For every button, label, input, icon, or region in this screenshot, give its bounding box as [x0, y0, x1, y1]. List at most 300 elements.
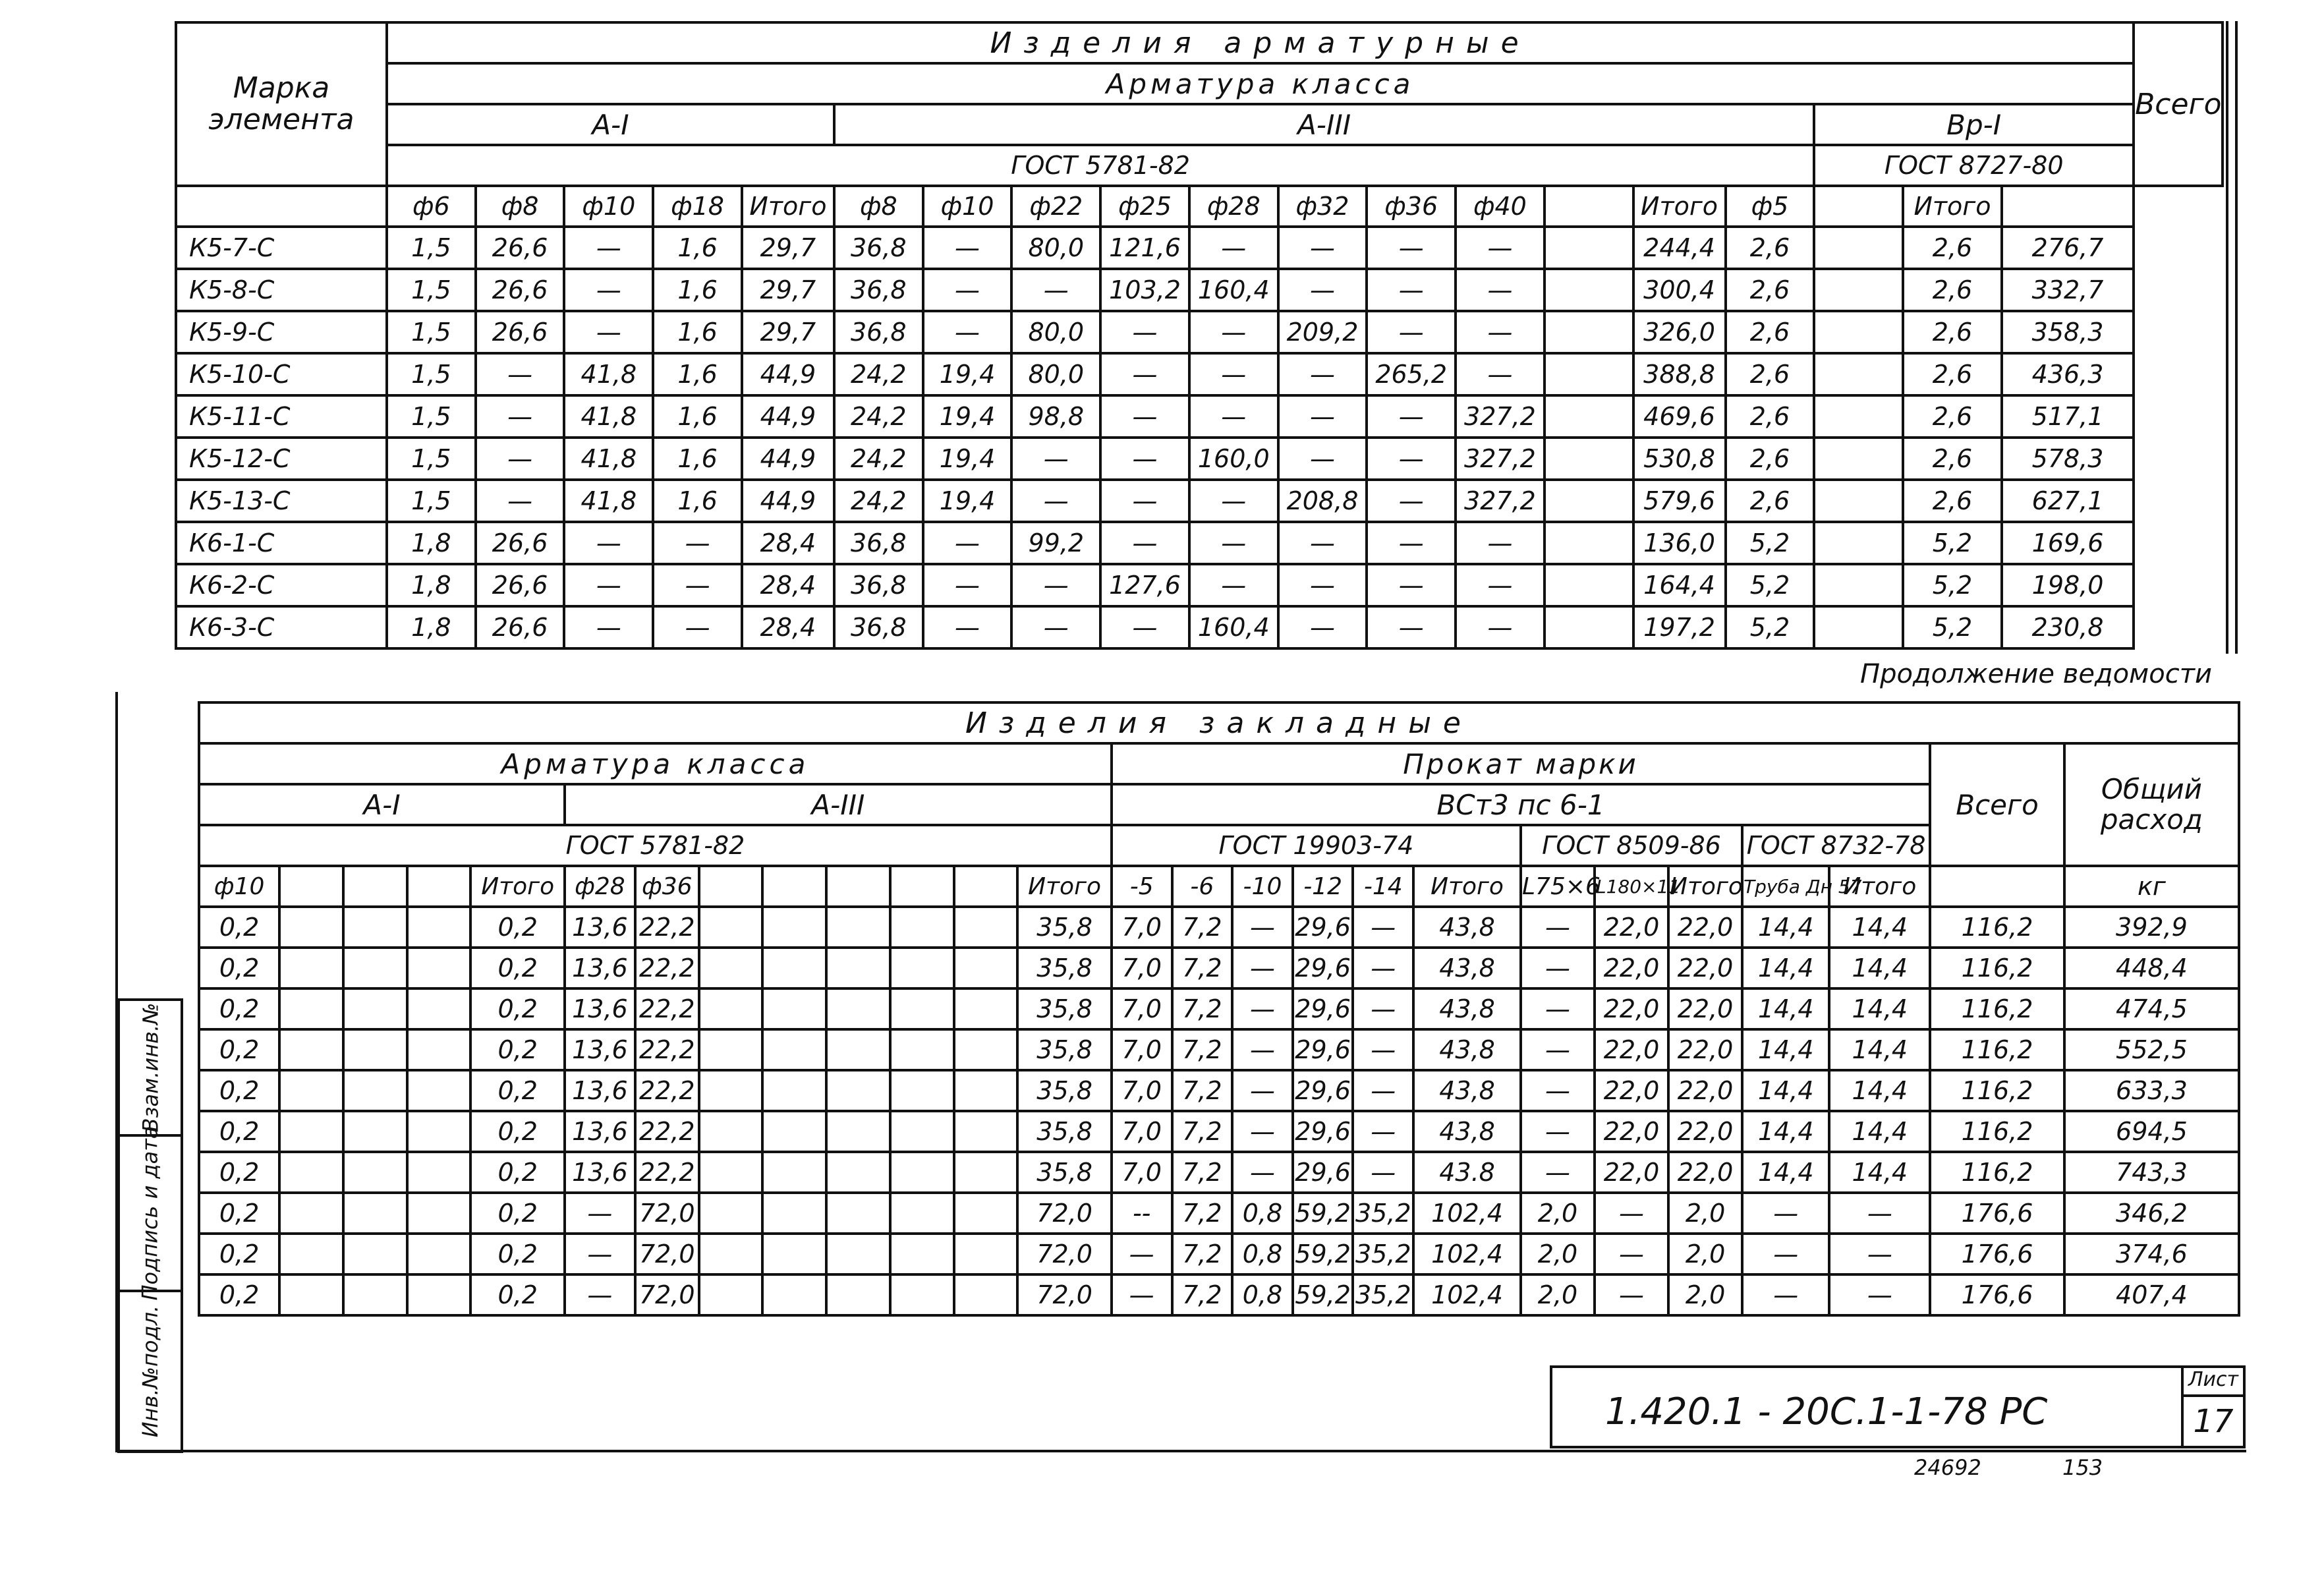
embedded-column-header: Труба Дн 57 [1742, 866, 1829, 907]
reinforcement-cell [1814, 353, 1903, 395]
reinforcement-row [176, 606, 2223, 648]
embedded-cell: 35,2 [1353, 1193, 1413, 1234]
embedded-cell: 29,6 [1293, 907, 1353, 948]
embedded-cell: 22,0 [1668, 907, 1742, 948]
reinforcement-cell: 1,5 [387, 438, 476, 480]
embedded-cell: 43,8 [1413, 988, 1521, 1029]
reinforcement-cell: 2,6 [1726, 353, 1815, 395]
reinforcement-column-header: ф32 [1278, 186, 1367, 227]
embedded-cell: 59,2 [1293, 1274, 1353, 1315]
embedded-column-header [890, 866, 954, 907]
embedded-cell: 22,0 [1595, 1111, 1668, 1152]
embedded-cell [343, 1070, 407, 1111]
reinforcement-cell: 29,7 [742, 311, 834, 353]
reinforcement-cell: 2,6 [1903, 353, 2002, 395]
unit-label: кг [2064, 866, 2239, 907]
overall-consumption: 346,2 [2064, 1193, 2239, 1234]
reinforcement-cell: 5,2 [1903, 564, 2002, 606]
reinforcement-cell [1545, 395, 1633, 438]
embedded-cell [762, 1152, 826, 1193]
element-mark: К6-1-С [176, 522, 387, 564]
reinforcement-cell: 327,2 [1456, 395, 1545, 438]
embedded-cell: 7,0 [1112, 1029, 1172, 1070]
embedded-cell [407, 1029, 471, 1070]
embedded-cell: 14,4 [1829, 907, 1930, 948]
embedded-cell: 72,0 [635, 1193, 699, 1234]
reinforcement-cell: 41,8 [564, 395, 653, 438]
reinforcement-cell [1814, 311, 1903, 353]
embedded-cell [699, 1111, 763, 1152]
reinforcement-cell: — [1367, 269, 1456, 311]
embedded-cell [890, 1274, 954, 1315]
reinforcement-row-total: 578,3 [2002, 438, 2134, 480]
embedded-cell [954, 1070, 1018, 1111]
reinforcement-cell: 98,8 [1011, 395, 1100, 438]
embedded-cell [699, 1274, 763, 1315]
embedded-cell: 7,2 [1172, 1274, 1233, 1315]
embedded-cell [407, 948, 471, 988]
embedded-cell: 29,6 [1293, 1152, 1353, 1193]
embedded-cell: 2,0 [1668, 1274, 1742, 1315]
reinforcement-cell: — [1278, 522, 1367, 564]
embedded-cell [954, 1111, 1018, 1152]
embedded-cell [279, 1274, 343, 1315]
embedded-cell [699, 1234, 763, 1274]
embedded-cell: — [1232, 988, 1293, 1029]
embedded-cell: 14,4 [1742, 988, 1829, 1029]
embedded-cell: 35,2 [1353, 1274, 1413, 1315]
reinforcement-cell: 164,4 [1633, 564, 1726, 606]
embedded-cell: 59,2 [1293, 1193, 1353, 1234]
embedded-cell [762, 948, 826, 988]
embedded-cell: — [565, 1193, 635, 1234]
reinforcement-cell: 160,0 [1189, 438, 1278, 480]
reinforcement-cell: — [1011, 564, 1100, 606]
reinforcement-row [176, 269, 2223, 311]
reinforcement-title: Изделия арматурные [387, 22, 2134, 63]
reinforcement-row-total: 517,1 [2002, 395, 2134, 438]
reinforcement-row-total: 627,1 [2002, 480, 2134, 522]
reinforcement-cell [1814, 564, 1903, 606]
embedded-cell [890, 1111, 954, 1152]
embedded-cell [890, 1029, 954, 1070]
reinforcement-cell: — [1189, 353, 1278, 395]
embedded-cell [954, 1274, 1018, 1315]
embedded-cell: 43,8 [1413, 907, 1521, 948]
embedded-cell [954, 948, 1018, 988]
reinforcement-column-header: ф6 [387, 186, 476, 227]
embedded-cell: 0,2 [199, 988, 279, 1029]
reinforcement-cell: — [1189, 311, 1278, 353]
embedded-cell: 43,8 [1413, 948, 1521, 988]
embedded-column-header [762, 866, 826, 907]
embedded-cell: 2,0 [1521, 1274, 1595, 1315]
embedded-cell: — [1232, 1152, 1293, 1193]
reinforcement-column-header: ф10 [564, 186, 653, 227]
stamp-original: Инв.№подл. [117, 1290, 183, 1453]
reinforcement-cell: 26,6 [476, 311, 565, 353]
embedded-cell: 7,0 [1112, 988, 1172, 1029]
embedded-cell: 43,8 [1413, 1111, 1521, 1152]
embedded-row [199, 1274, 2239, 1315]
reinforcement-cell [1814, 227, 1903, 269]
embedded-cell: 13,6 [565, 988, 635, 1029]
embedded-cell: 0,2 [199, 948, 279, 988]
embedded-cell: — [1232, 1029, 1293, 1070]
embedded-cell [954, 1234, 1018, 1274]
element-mark: К5-11-С [176, 395, 387, 438]
embedded-cell [407, 1152, 471, 1193]
embedded-cell: — [1521, 1029, 1595, 1070]
reinforcement-column-header: Итого [1633, 186, 1726, 227]
embedded-cell: 22,2 [635, 1152, 699, 1193]
reinforcement-row [176, 311, 2223, 353]
reinforcement-row [176, 227, 2223, 269]
reinforcement-cell: 41,8 [564, 353, 653, 395]
embedded-row-total: 176,6 [1930, 1193, 2064, 1234]
embedded-cell: 35,8 [1017, 948, 1112, 988]
overall-consumption: 474,5 [2064, 988, 2239, 1029]
embedded-cell [343, 1111, 407, 1152]
reinforcement-cell: — [1011, 269, 1100, 311]
reinforcement-cell: 160,4 [1189, 606, 1278, 648]
reinforcement-cell: — [1189, 227, 1278, 269]
reinforcement-cell [1814, 395, 1903, 438]
embedded-cell: 22,0 [1668, 1070, 1742, 1111]
embedded-cell: 7,2 [1172, 1029, 1233, 1070]
reinforcement-cell: — [1011, 606, 1100, 648]
embedded-cell [407, 1070, 471, 1111]
embedded-cell: 13,6 [565, 1070, 635, 1111]
reinforcement-cell: — [564, 564, 653, 606]
embedded-column-header [407, 866, 471, 907]
gost-8732: ГОСТ 8732-78 [1742, 825, 1930, 866]
reinforcement-cell: — [476, 480, 565, 522]
reinforcement-cell: 300,4 [1633, 269, 1726, 311]
reinforcement-cell: — [1100, 395, 1189, 438]
reinforcement-column-header: ф36 [1367, 186, 1456, 227]
embedded-column-header: L180×11 [1595, 866, 1668, 907]
reinforcement-column-header: ф28 [1189, 186, 1278, 227]
reinforcement-cell [1814, 480, 1903, 522]
sheet-label: Лист [2181, 1368, 2243, 1397]
embedded-cell: 2,0 [1521, 1234, 1595, 1274]
embedded-cell [699, 1152, 763, 1193]
reinforcement-cell: 1,6 [653, 227, 742, 269]
embedded-cell [826, 988, 890, 1029]
reinforcement-cell [1545, 227, 1633, 269]
embedded-cell [890, 948, 954, 988]
reinforcement-cell: 24,2 [834, 480, 923, 522]
embedded-cell [826, 1029, 890, 1070]
embedded-column-header: -12 [1293, 866, 1353, 907]
reinforcement-cell: 326,0 [1633, 311, 1726, 353]
embedded-cell: — [1232, 1111, 1293, 1152]
embedded-cell: 7,2 [1172, 907, 1233, 948]
embedded-cell [343, 1274, 407, 1315]
reinforcement-cell: 36,8 [834, 606, 923, 648]
embedded-column-header [699, 866, 763, 907]
reinforcement-cell: — [1456, 269, 1545, 311]
embedded-cell: 0,2 [199, 1029, 279, 1070]
reinforcement-cell: 41,8 [564, 480, 653, 522]
reinforcement-row [176, 564, 2223, 606]
sheet-number: 17 [2181, 1397, 2243, 1446]
embedded-cell: 0,8 [1232, 1234, 1293, 1274]
embedded-cell: 22,0 [1668, 1152, 1742, 1193]
embedded-cell: — [1521, 1070, 1595, 1111]
embedded-cell: 2,0 [1521, 1193, 1595, 1234]
reinforcement-cell: — [923, 227, 1012, 269]
reinforcement-cell: 136,0 [1633, 522, 1726, 564]
reinforcement-cell: — [476, 395, 565, 438]
embedded-cell [762, 907, 826, 948]
reinforcement-cell: — [564, 522, 653, 564]
reinforcement-cell: 36,8 [834, 564, 923, 606]
reinforcement-cell: 44,9 [742, 395, 834, 438]
embedded-column-header: -10 [1232, 866, 1293, 907]
reinforcement-cell: 1,6 [653, 395, 742, 438]
reinforcement-cell: 2,6 [1726, 480, 1815, 522]
embedded-cell: — [1595, 1234, 1668, 1274]
embedded-cell: 72,0 [1017, 1193, 1112, 1234]
embedded-row [199, 1111, 2239, 1152]
side-stamp [117, 998, 183, 1453]
reinforcement-cell: 19,4 [923, 353, 1012, 395]
overall-consumption: 743,3 [2064, 1152, 2239, 1193]
reinforcement-cell: 388,8 [1633, 353, 1726, 395]
embedded-cell [762, 1274, 826, 1315]
reinforcement-cell: 5,2 [1903, 522, 2002, 564]
embedded-cell: 14,4 [1742, 1152, 1829, 1193]
reinforcement-cell: — [476, 438, 565, 480]
reinforcement-cell: 44,9 [742, 438, 834, 480]
embedded-cell [826, 907, 890, 948]
reinforcement-cell: 579,6 [1633, 480, 1726, 522]
reinforcement-cell: 26,6 [476, 522, 565, 564]
embedded-column-header: -5 [1112, 866, 1172, 907]
embedded-cell: 0,2 [199, 1152, 279, 1193]
reinforcement-cell: — [1100, 606, 1189, 648]
embedded-cell: 0,2 [199, 907, 279, 948]
embedded-cell: 29,6 [1293, 1029, 1353, 1070]
embedded-cell [699, 948, 763, 988]
steel-grade: ВСт3 пс 6-1 [1112, 784, 1930, 825]
embedded-cell: 13,6 [565, 948, 635, 988]
reinforcement-cell [1545, 438, 1633, 480]
embedded-cell: 35,8 [1017, 1029, 1112, 1070]
embedded-cell: 72,0 [635, 1274, 699, 1315]
reinforcement-cell: — [1189, 522, 1278, 564]
element-mark: К6-2-С [176, 564, 387, 606]
reinforcement-cell: 2,6 [1903, 480, 2002, 522]
reinforcement-cell: 5,2 [1726, 564, 1815, 606]
embedded-cell: 0,2 [470, 988, 565, 1029]
document-number: 1.420.1 - 20С.1-1-78 РС [1605, 1390, 2048, 1433]
overall-consumption: 392,9 [2064, 907, 2239, 948]
reinforcement-cell: 2,6 [1726, 438, 1815, 480]
embedded-cell: 14,4 [1742, 1070, 1829, 1111]
reinforcement-cell: — [1456, 311, 1545, 353]
reinforcement-cell: 1,6 [653, 480, 742, 522]
reinforcement-cell [1545, 522, 1633, 564]
embedded-cell [343, 907, 407, 948]
reinforcement-cell: — [923, 606, 1012, 648]
embedded-cell: 102,4 [1413, 1274, 1521, 1315]
embedded-cell: 7,2 [1172, 1152, 1233, 1193]
element-mark: К5-8-С [176, 269, 387, 311]
reinforcement-cell: — [1367, 522, 1456, 564]
embedded-row-total: 116,2 [1930, 907, 2064, 948]
element-mark: К5-12-С [176, 438, 387, 480]
reinforcement-cell: 28,4 [742, 606, 834, 648]
reinforcement-column-header: ф5 [1726, 186, 1815, 227]
embedded-column-header: Итого [1829, 866, 1930, 907]
embedded-cell [279, 1193, 343, 1234]
element-mark: К5-10-С [176, 353, 387, 395]
reinforcement-cell: — [1100, 353, 1189, 395]
embedded-row-total: 176,6 [1930, 1274, 2064, 1315]
embedded-cell: 35,8 [1017, 1152, 1112, 1193]
reinforcement-cell: 1,8 [387, 606, 476, 648]
embedded-cell: 35,2 [1353, 1234, 1413, 1274]
reinforcement-cell: 80,0 [1011, 353, 1100, 395]
reinforcement-cell: 1,8 [387, 522, 476, 564]
reinforcement-cell: 5,2 [1726, 522, 1815, 564]
reinforcement-cell: 19,4 [923, 438, 1012, 480]
reinforcement-cell [1545, 269, 1633, 311]
embedded-cell: — [565, 1234, 635, 1274]
overall-consumption: 374,6 [2064, 1234, 2239, 1274]
embedded-cell: 35,8 [1017, 1070, 1112, 1111]
embedded-cell [407, 1193, 471, 1234]
embedded-cell: 43.8 [1413, 1152, 1521, 1193]
reinforcement-cell: — [1100, 522, 1189, 564]
overall-header: Общий расход [2064, 743, 2239, 866]
embedded-cell [407, 988, 471, 1029]
embedded-cell: 72,0 [635, 1234, 699, 1274]
emb-group-a1: A-I [199, 784, 565, 825]
embedded-cell [279, 1111, 343, 1152]
embedded-cell: 13,6 [565, 907, 635, 948]
embedded-cell: — [1353, 907, 1413, 948]
group-bp1: Bp-I [1814, 104, 2134, 145]
reinforcement-cell: — [1278, 606, 1367, 648]
embedded-cell: 22,0 [1595, 1029, 1668, 1070]
reinforcement-cell: — [1100, 438, 1189, 480]
embedded-cell: 2,0 [1668, 1234, 1742, 1274]
embedded-cell [954, 1193, 1018, 1234]
embedded-cell [279, 1070, 343, 1111]
reinforcement-cell: — [1456, 353, 1545, 395]
reinforcement-cell: — [1011, 480, 1100, 522]
embedded-cell: 22,2 [635, 948, 699, 988]
group-a3: A-III [834, 104, 1814, 145]
embedded-cell [699, 1070, 763, 1111]
mark-column-header [176, 186, 387, 227]
embedded-cell: 7,2 [1172, 988, 1233, 1029]
element-mark: К5-13-С [176, 480, 387, 522]
embedded-cell: — [1521, 948, 1595, 988]
reinforcement-row-total: 332,7 [2002, 269, 2134, 311]
reinforcement-cell: 19,4 [923, 480, 1012, 522]
embedded-cell [826, 1193, 890, 1234]
embedded-row-total: 116,2 [1930, 1070, 2064, 1111]
reinforcement-row [176, 522, 2223, 564]
embedded-cell: 35,8 [1017, 1111, 1112, 1152]
embedded-cell: — [1353, 1029, 1413, 1070]
reinforcement-cell: 36,8 [834, 522, 923, 564]
reinforcement-cell: 5,2 [1903, 606, 2002, 648]
overall-consumption: 694,5 [2064, 1111, 2239, 1152]
reinforcement-cell: 1,6 [653, 438, 742, 480]
embedded-cell [699, 988, 763, 1029]
reinforcement-cell: 469,6 [1633, 395, 1726, 438]
reinforcement-cell: — [476, 353, 565, 395]
embedded-column-header: -14 [1353, 866, 1413, 907]
reinforcement-cell: — [564, 606, 653, 648]
embedded-cell: 0,2 [199, 1234, 279, 1274]
reinforcement-cell: 24,2 [834, 353, 923, 395]
reinforcement-cell: 26,6 [476, 269, 565, 311]
embedded-cell: 0,2 [470, 1111, 565, 1152]
reinforcement-cell: — [1100, 311, 1189, 353]
embedded-cell [699, 1029, 763, 1070]
embedded-cell [343, 1193, 407, 1234]
embedded-cell [279, 1029, 343, 1070]
embedded-cell [343, 988, 407, 1029]
reinforcement-cell: 209,2 [1278, 311, 1367, 353]
embedded-cell: 22,0 [1595, 948, 1668, 988]
reinforcement-cell: 36,8 [834, 311, 923, 353]
embedded-cell: — [1829, 1274, 1930, 1315]
embedded-column-header [826, 866, 890, 907]
embedded-cell [954, 988, 1018, 1029]
rolled-header: Прокат марки [1112, 743, 1930, 784]
reinforcement-cell: 19,4 [923, 395, 1012, 438]
embedded-cell [343, 1029, 407, 1070]
reinforcement-cell: — [1367, 311, 1456, 353]
reinforcement-cell [1545, 353, 1633, 395]
reinforcement-column-header: ф22 [1011, 186, 1100, 227]
embedded-cell: — [1521, 1152, 1595, 1193]
embedded-class-header: Арматура класса [199, 743, 1112, 784]
stamp-signature: Подпись и дата [117, 1134, 183, 1292]
embedded-cell: 35,8 [1017, 907, 1112, 948]
embedded-cell [826, 1111, 890, 1152]
reinforcement-cell: — [923, 564, 1012, 606]
embedded-row-total: 116,2 [1930, 1029, 2064, 1070]
embedded-cell: 14,4 [1742, 948, 1829, 988]
embedded-cell: 22,2 [635, 988, 699, 1029]
embedded-cell: 14,4 [1829, 1029, 1930, 1070]
embedded-cell: — [1112, 1274, 1172, 1315]
reinforcement-column-header: ф40 [1456, 186, 1545, 227]
reinforcement-cell: — [1367, 227, 1456, 269]
reinforcement-row-total: 198,0 [2002, 564, 2134, 606]
embedded-row-total: 116,2 [1930, 1111, 2064, 1152]
reinforcement-cell: 5,2 [1726, 606, 1815, 648]
embedded-cell: — [1353, 1111, 1413, 1152]
embedded-cell: — [1521, 907, 1595, 948]
embedded-cell: 22,0 [1595, 988, 1668, 1029]
reinforcement-cell: 2,6 [1726, 227, 1815, 269]
embedded-cell: 43,8 [1413, 1070, 1521, 1111]
reinforcement-cell: 44,9 [742, 480, 834, 522]
reinforcement-cell: 36,8 [834, 227, 923, 269]
reinforcement-cell: — [1456, 522, 1545, 564]
reinforcement-cell: — [653, 606, 742, 648]
